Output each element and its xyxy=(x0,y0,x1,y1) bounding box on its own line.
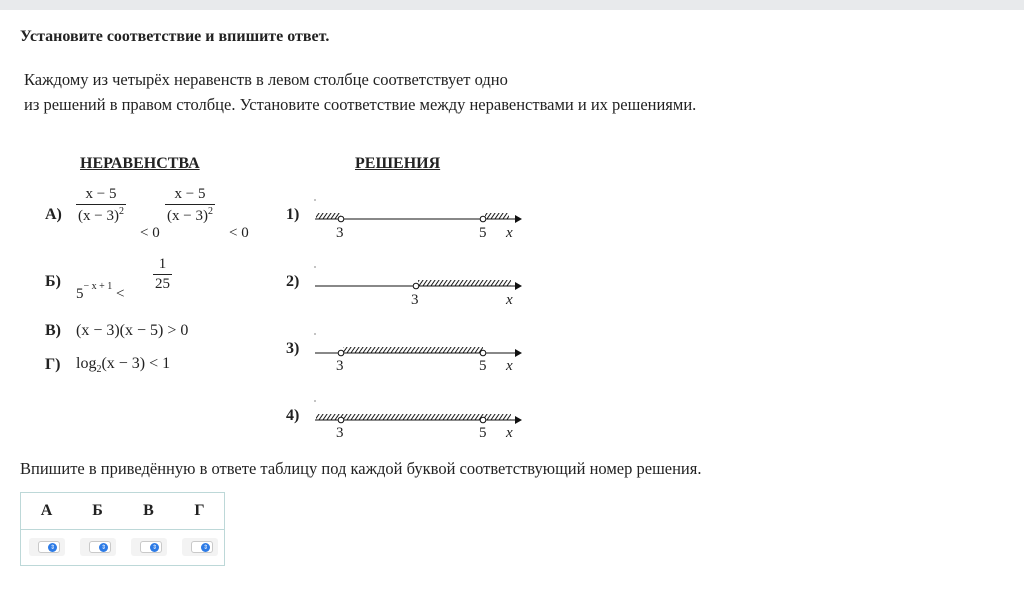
answer-select-a[interactable] xyxy=(29,538,65,556)
solution-4-tick-5: 5 xyxy=(479,425,487,441)
solution-2-var: x xyxy=(506,292,513,308)
inequality-b-rhs-denominator: 25 xyxy=(155,276,170,292)
inequality-b-power xyxy=(76,281,125,303)
solution-1-label: 1) xyxy=(286,206,300,223)
inequality-a-label: А) xyxy=(45,206,62,223)
inequality-a-denominator: (x − 3) xyxy=(78,208,119,224)
solutions-header: РЕШЕНИЯ xyxy=(355,155,441,172)
inequality-b-label: Б) xyxy=(45,273,61,290)
inequality-a-fraction-copy xyxy=(165,186,215,225)
inequality-a-den-exponent-copy: 2 xyxy=(207,206,213,217)
task-description-line2: из решений в правом столбце. Установите соответствие между неравенствами и их решениями. xyxy=(24,95,697,114)
solution-3-label: 3) xyxy=(286,340,300,357)
inequality-b-base: 5 xyxy=(76,286,84,302)
solution-4-tick-3: 3 xyxy=(336,425,344,441)
inequality-g-log: log xyxy=(76,355,97,372)
instruction: Впишите в приведённую в ответе таблицу под каждой буквой соответствующий номер решения. xyxy=(20,459,702,478)
solution-4-label: 4) xyxy=(286,407,300,424)
answer-table xyxy=(20,492,225,566)
inequality-a-denominator-copy: (x − 3) xyxy=(167,208,208,224)
answer-header-g: Г xyxy=(194,502,205,519)
answer-select-b[interactable] xyxy=(80,538,116,556)
inequality-b-rhs-fraction xyxy=(153,256,172,293)
inequality-b-relation: < xyxy=(116,286,125,302)
inequality-g-expression xyxy=(76,355,170,375)
solution-1-tick-3: 3 xyxy=(336,225,344,241)
solution-4-var: x xyxy=(506,425,513,441)
inequality-a-den-exponent: 2 xyxy=(118,206,124,217)
inequality-b-exponent: − x + 1 xyxy=(83,281,113,292)
answer-table-header xyxy=(21,493,224,530)
select-b-box[interactable] xyxy=(89,541,111,553)
answer-header-v: В xyxy=(143,502,154,519)
task-title: Установите соответствие и впишите ответ. xyxy=(20,28,330,45)
chevron-updown-icon: ⇕ xyxy=(49,544,56,551)
inequality-v-label: В) xyxy=(45,322,61,339)
task-description-line1: Каждому из четырёх неравенств в левом столбце соответствует одно xyxy=(24,70,508,89)
chevron-updown-icon: ⇕ xyxy=(202,544,209,551)
answer-select-v[interactable] xyxy=(131,538,167,556)
solution-1-tick-5: 5 xyxy=(479,225,487,241)
solution-2-tick-3: 3 xyxy=(411,292,419,308)
inequality-g-label: Г) xyxy=(45,356,61,373)
solution-3-var: x xyxy=(506,358,513,374)
solution-3-tick-5: 5 xyxy=(479,358,487,374)
inequality-g-argument: (x − 3) < 1 xyxy=(101,355,171,372)
solution-2-label: 2) xyxy=(286,273,300,290)
answer-select-g[interactable] xyxy=(182,538,218,556)
chevron-updown-icon: ⇕ xyxy=(151,544,158,551)
inequality-g-log-base: 2 xyxy=(96,364,102,376)
inequalities-header: НЕРАВЕНСТВА xyxy=(80,155,200,172)
inequality-a-numerator-copy: x − 5 xyxy=(174,186,206,202)
solution-1-var: x xyxy=(506,225,513,241)
chevron-updown-icon: ⇕ xyxy=(100,544,107,551)
inequality-a-relation: < 0 xyxy=(140,225,160,241)
solution-3-tick-3: 3 xyxy=(336,358,344,374)
inequality-a-fraction xyxy=(76,186,126,225)
inequality-v-expression: (x − 3)(x − 5) > 0 xyxy=(76,322,189,339)
inequality-a-numerator: x − 5 xyxy=(85,186,117,202)
select-g-box[interactable] xyxy=(191,541,213,553)
select-v-box[interactable] xyxy=(140,541,162,553)
answer-header-a: А xyxy=(40,502,53,519)
inequality-a-relation-copy: < 0 xyxy=(229,225,249,241)
inequality-b-rhs-numerator: 1 xyxy=(158,256,167,272)
top-bar xyxy=(0,0,1024,10)
answer-header-b: Б xyxy=(92,502,103,519)
select-a-box[interactable] xyxy=(38,541,60,553)
